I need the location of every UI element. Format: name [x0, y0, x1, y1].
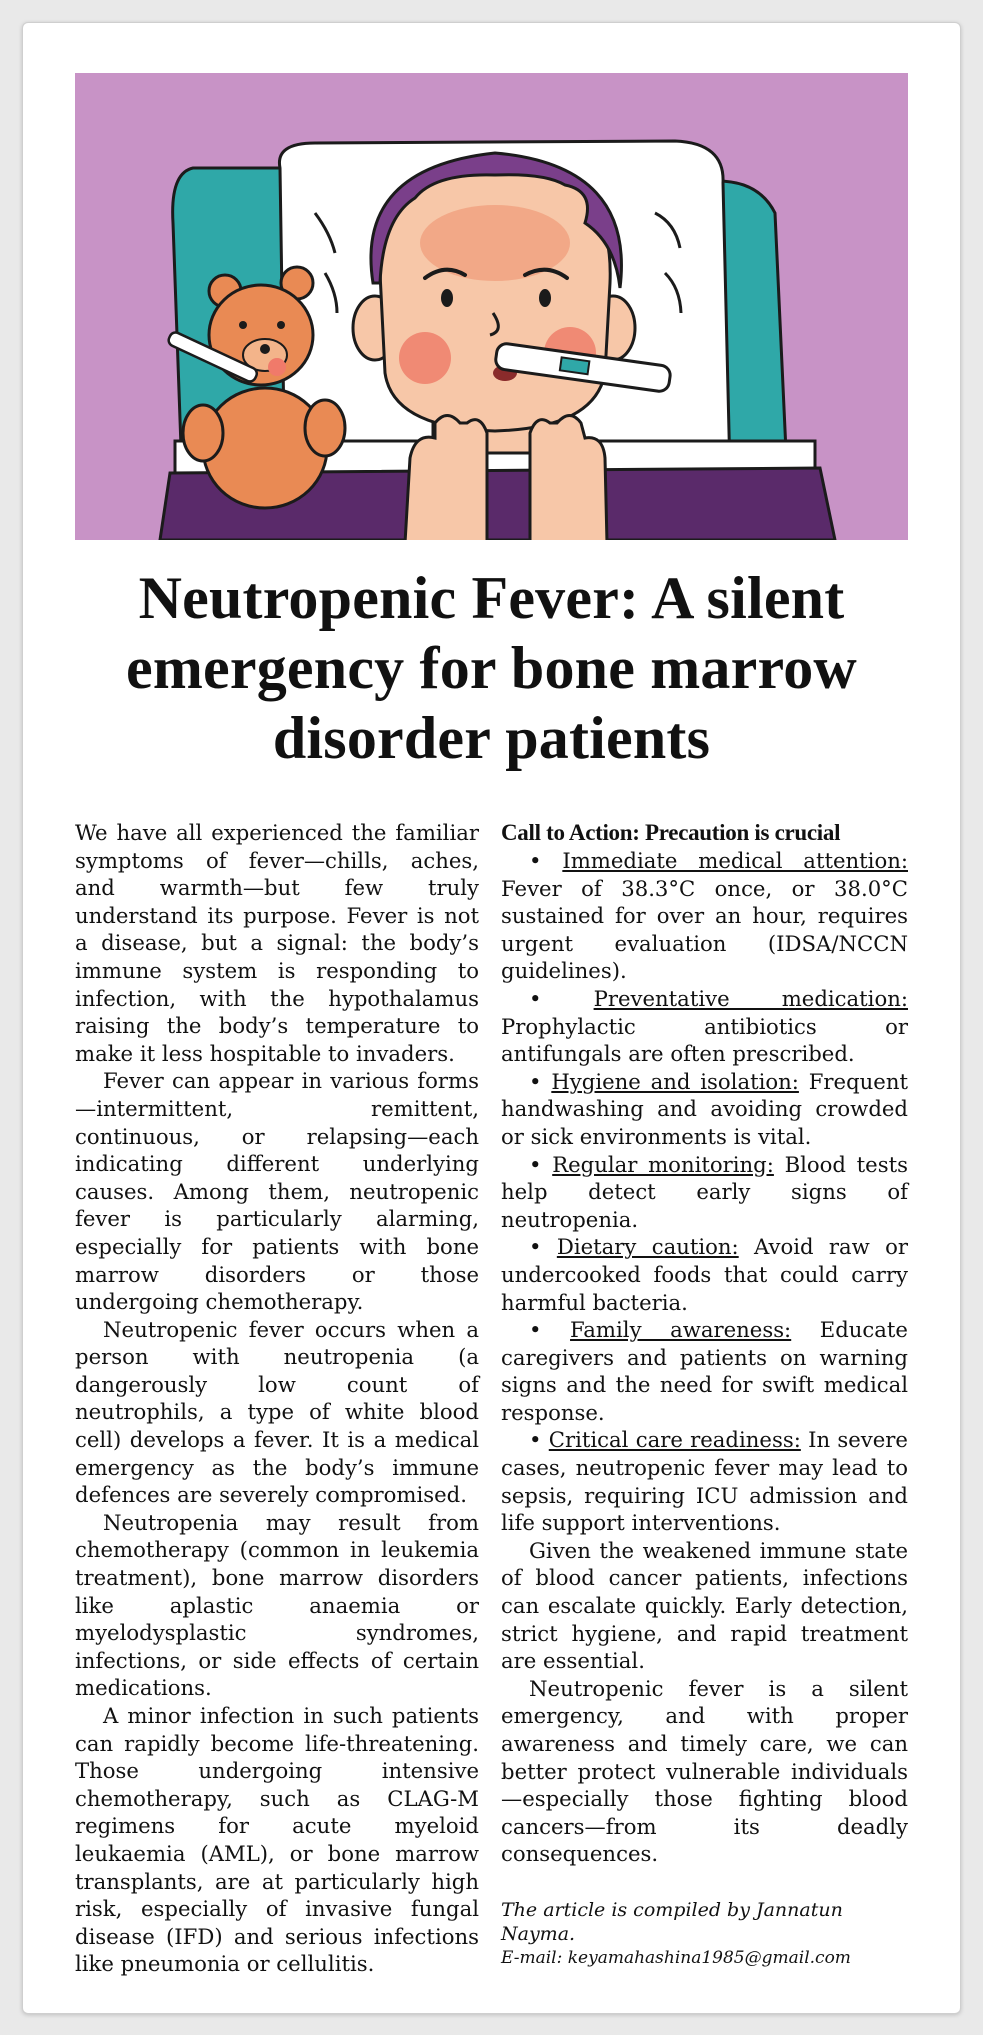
bullet-text: Prophylactic antibiotics or antifungals are often prescribed. — [501, 1013, 908, 1067]
list-item — [501, 1316, 908, 1426]
bullet-icon: • — [529, 1234, 542, 1260]
article-headline: Neutropenic Fever: A silent emergency for bone marrow disorder patients — [126, 565, 857, 771]
bullet-label: Critical care readiness: — [548, 1427, 801, 1453]
bullet-text: Frequent handwashing and avoiding crowded or sick environments is vital. — [501, 1068, 908, 1149]
paragraph: Neutropenic fever occurs when a person with neutropenia (a dangerously low count of neutrophils, a type of white blood cell) develops a fever. It is a medical emergency as the body’s immune defences are severely compromised. — [75, 1316, 479, 1508]
bullet-label: Hygiene and isolation: — [551, 1068, 799, 1094]
left-column — [75, 819, 479, 1978]
list-item — [501, 1068, 908, 1151]
bullet-label: Immediate medical attention: — [562, 848, 908, 873]
right-eye — [539, 289, 551, 307]
bullet-label: Dietary caution: — [556, 1234, 739, 1260]
paragraph: Neutropenic fever is a silent emergency, and with proper awareness and timely care, we can better protect vulnerable individuals—especially those fighting blood cancers—from its deadly consequences. — [501, 1675, 908, 1867]
bullet-label: Regular monitoring: — [552, 1151, 774, 1177]
list-item — [501, 847, 908, 985]
paragraph: We have all experienced the familiar symptoms of fever—chills, aches, and warmth—but few truly understand its purpose. Fever is not a disease, but a signal: the body’s immune system is responding to infection, with the hypothalamus raising the body’s temperature to make it less hospitable to invaders. — [75, 820, 479, 1066]
article-card — [22, 22, 961, 2014]
bullet-icon: • — [529, 985, 542, 1011]
bullet-label: Family awareness: — [570, 1317, 792, 1343]
bullet-text: Fever of 38.3°C once, or 38.0°C sustained for over an hour, requires urgent evaluation (IDSA/NCCN guidelines). — [501, 875, 908, 984]
list-item — [501, 1233, 908, 1316]
list-item — [501, 1426, 908, 1536]
article-illustration — [75, 73, 908, 540]
paragraph: Given the weakened immune state of blood cancer patients, infections can escalate quickly. Early detection, strict hygiene, and rapid treatment are essential. — [501, 1537, 908, 1674]
paragraph: Neutropenia may result from chemotherapy (common in leukemia treatment), bone marrow disorders like aplastic anaemia or myelodysplastic syndromes, infections, or side effects of certain medications. — [75, 1509, 479, 1701]
author-email: E-mail: keyamahashina1985@gmail.com — [501, 1947, 851, 1968]
boy-face — [380, 161, 610, 431]
left-cheek — [399, 332, 451, 384]
bullet-label: Preventative medication: — [593, 985, 908, 1011]
left-eye — [441, 289, 453, 307]
bullet-text: In severe cases, neutropenic fever may lead to sepsis, requiring ICU admission and life support interventions. — [501, 1427, 908, 1536]
bullet-icon: • — [529, 1151, 542, 1177]
bullet-text: Avoid raw or undercooked foods that could carry harmful bacteria. — [501, 1234, 908, 1315]
paragraph: Fever can appear in various forms—intermittent, remittent, continuous, or relapsing—each indicating different underlying causes. Among them, neutropenic fever is particularly alarming, especially for patients with bone marrow disorders or those undergoing chemotherapy. — [75, 1068, 479, 1315]
author-credit: The article is compiled by Jannatun Nayma. — [501, 1898, 843, 1945]
bullet-text: Educate caregivers and patients on warning signs and the need for swift medical response. — [501, 1317, 908, 1425]
right-column — [501, 819, 908, 1970]
list-item — [501, 985, 908, 1068]
bullet-icon: • — [529, 1427, 542, 1453]
paragraph: A minor infection in such patients can rapidly become life-threatening. Those undergoing intensive chemotherapy, such as CLAG-M regimens for acute myeloid leukaemia (AML), or bone marrow transplants, are at particularly high risk, especially of invasive fungal disease (IFD) and serious infections like pneumonia or cellulitis. — [75, 1703, 479, 1977]
bullet-icon: • — [529, 1068, 542, 1094]
section-heading: Call to Action: Precaution is crucial — [501, 820, 841, 845]
list-item — [501, 1151, 908, 1234]
bullet-text: Blood tests help detect early signs of neutropenia. — [501, 1151, 908, 1232]
bullet-icon: • — [529, 1317, 542, 1343]
bullet-icon: • — [529, 848, 542, 873]
